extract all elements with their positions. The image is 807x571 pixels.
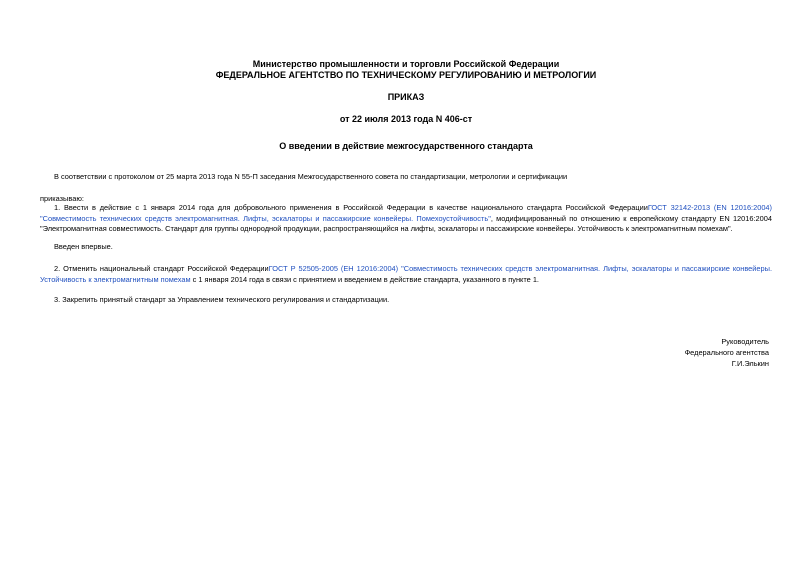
order-word: приказываю: [40,194,84,203]
signature-title2: Федерального агентства [684,348,769,357]
subject-heading: О введении в действие межгосударственного стандарта [279,141,533,151]
signature-name: Г.И.Элькин [731,359,769,368]
item1-suffix: , модифицированный по отношению к европейскому стандарту EN 12016:2004 "Электромагнитная совместимость. Стандарт для группы однородной продукции, распространяющийся на лифты, эскалаторы и пассажирские конвейеры. Устойчивость к электромагнитным помехам". [40,213,772,234]
agency-heading: ФЕДЕРАЛЬНОЕ АГЕНТСТВО ПО ТЕХНИЧЕСКОМУ РЕГУЛИРОВАНИЮ И МЕТРОЛОГИИ [215,70,597,80]
item1-prefix: 1. Ввести в действие с 1 января 2014 года для добровольного применения в Российской Федерации в качестве национального стандарта Российской Федерации [54,203,648,212]
signature-title1: Руководитель [721,337,769,346]
item2-paragraph [40,264,772,285]
item2-suffix: с 1 января 2014 года в связи с принятием и введением в действие стандарта, указанного в пункте 1. [192,274,539,284]
gost-r-52505-link[interactable]: ГОСТ Р 52505-2005 (ЕН 12016:2004) "Совместимость технических средств электромагнитная. Лифты, эскалаторы и пассажирские конвейеры. Устойчивость к электромагнитным помехам [40,264,772,284]
preamble-paragraph: В соответствии с протоколом от 25 марта 2013 года N 55-П заседания Межгосударственного совета по стандартизации, метрологии и сертификации [54,172,568,181]
item1-paragraph [40,203,772,235]
date-number: от 22 июля 2013 года N 406-ст [339,114,473,124]
doc-type-heading: ПРИКАЗ [387,92,425,102]
introduced-first: Введен впервые. [54,242,113,251]
ministry-heading: Министерство промышленности и торговли Российской Федерации [252,59,560,69]
item2-prefix: 2. Отменить национальный стандарт Российской Федерации [54,264,269,273]
item3-paragraph: 3. Закрепить принятый стандарт за Управлением технического регулирования и стандартизации. [54,295,390,304]
gost-32142-link[interactable]: ГОСТ 32142-2013 (EN 12016:2004) "Совместимость технических средств электромагнитная. Лифты, эскалаторы и пассажирские конвейеры. Помехоустойчивость" [40,203,773,223]
